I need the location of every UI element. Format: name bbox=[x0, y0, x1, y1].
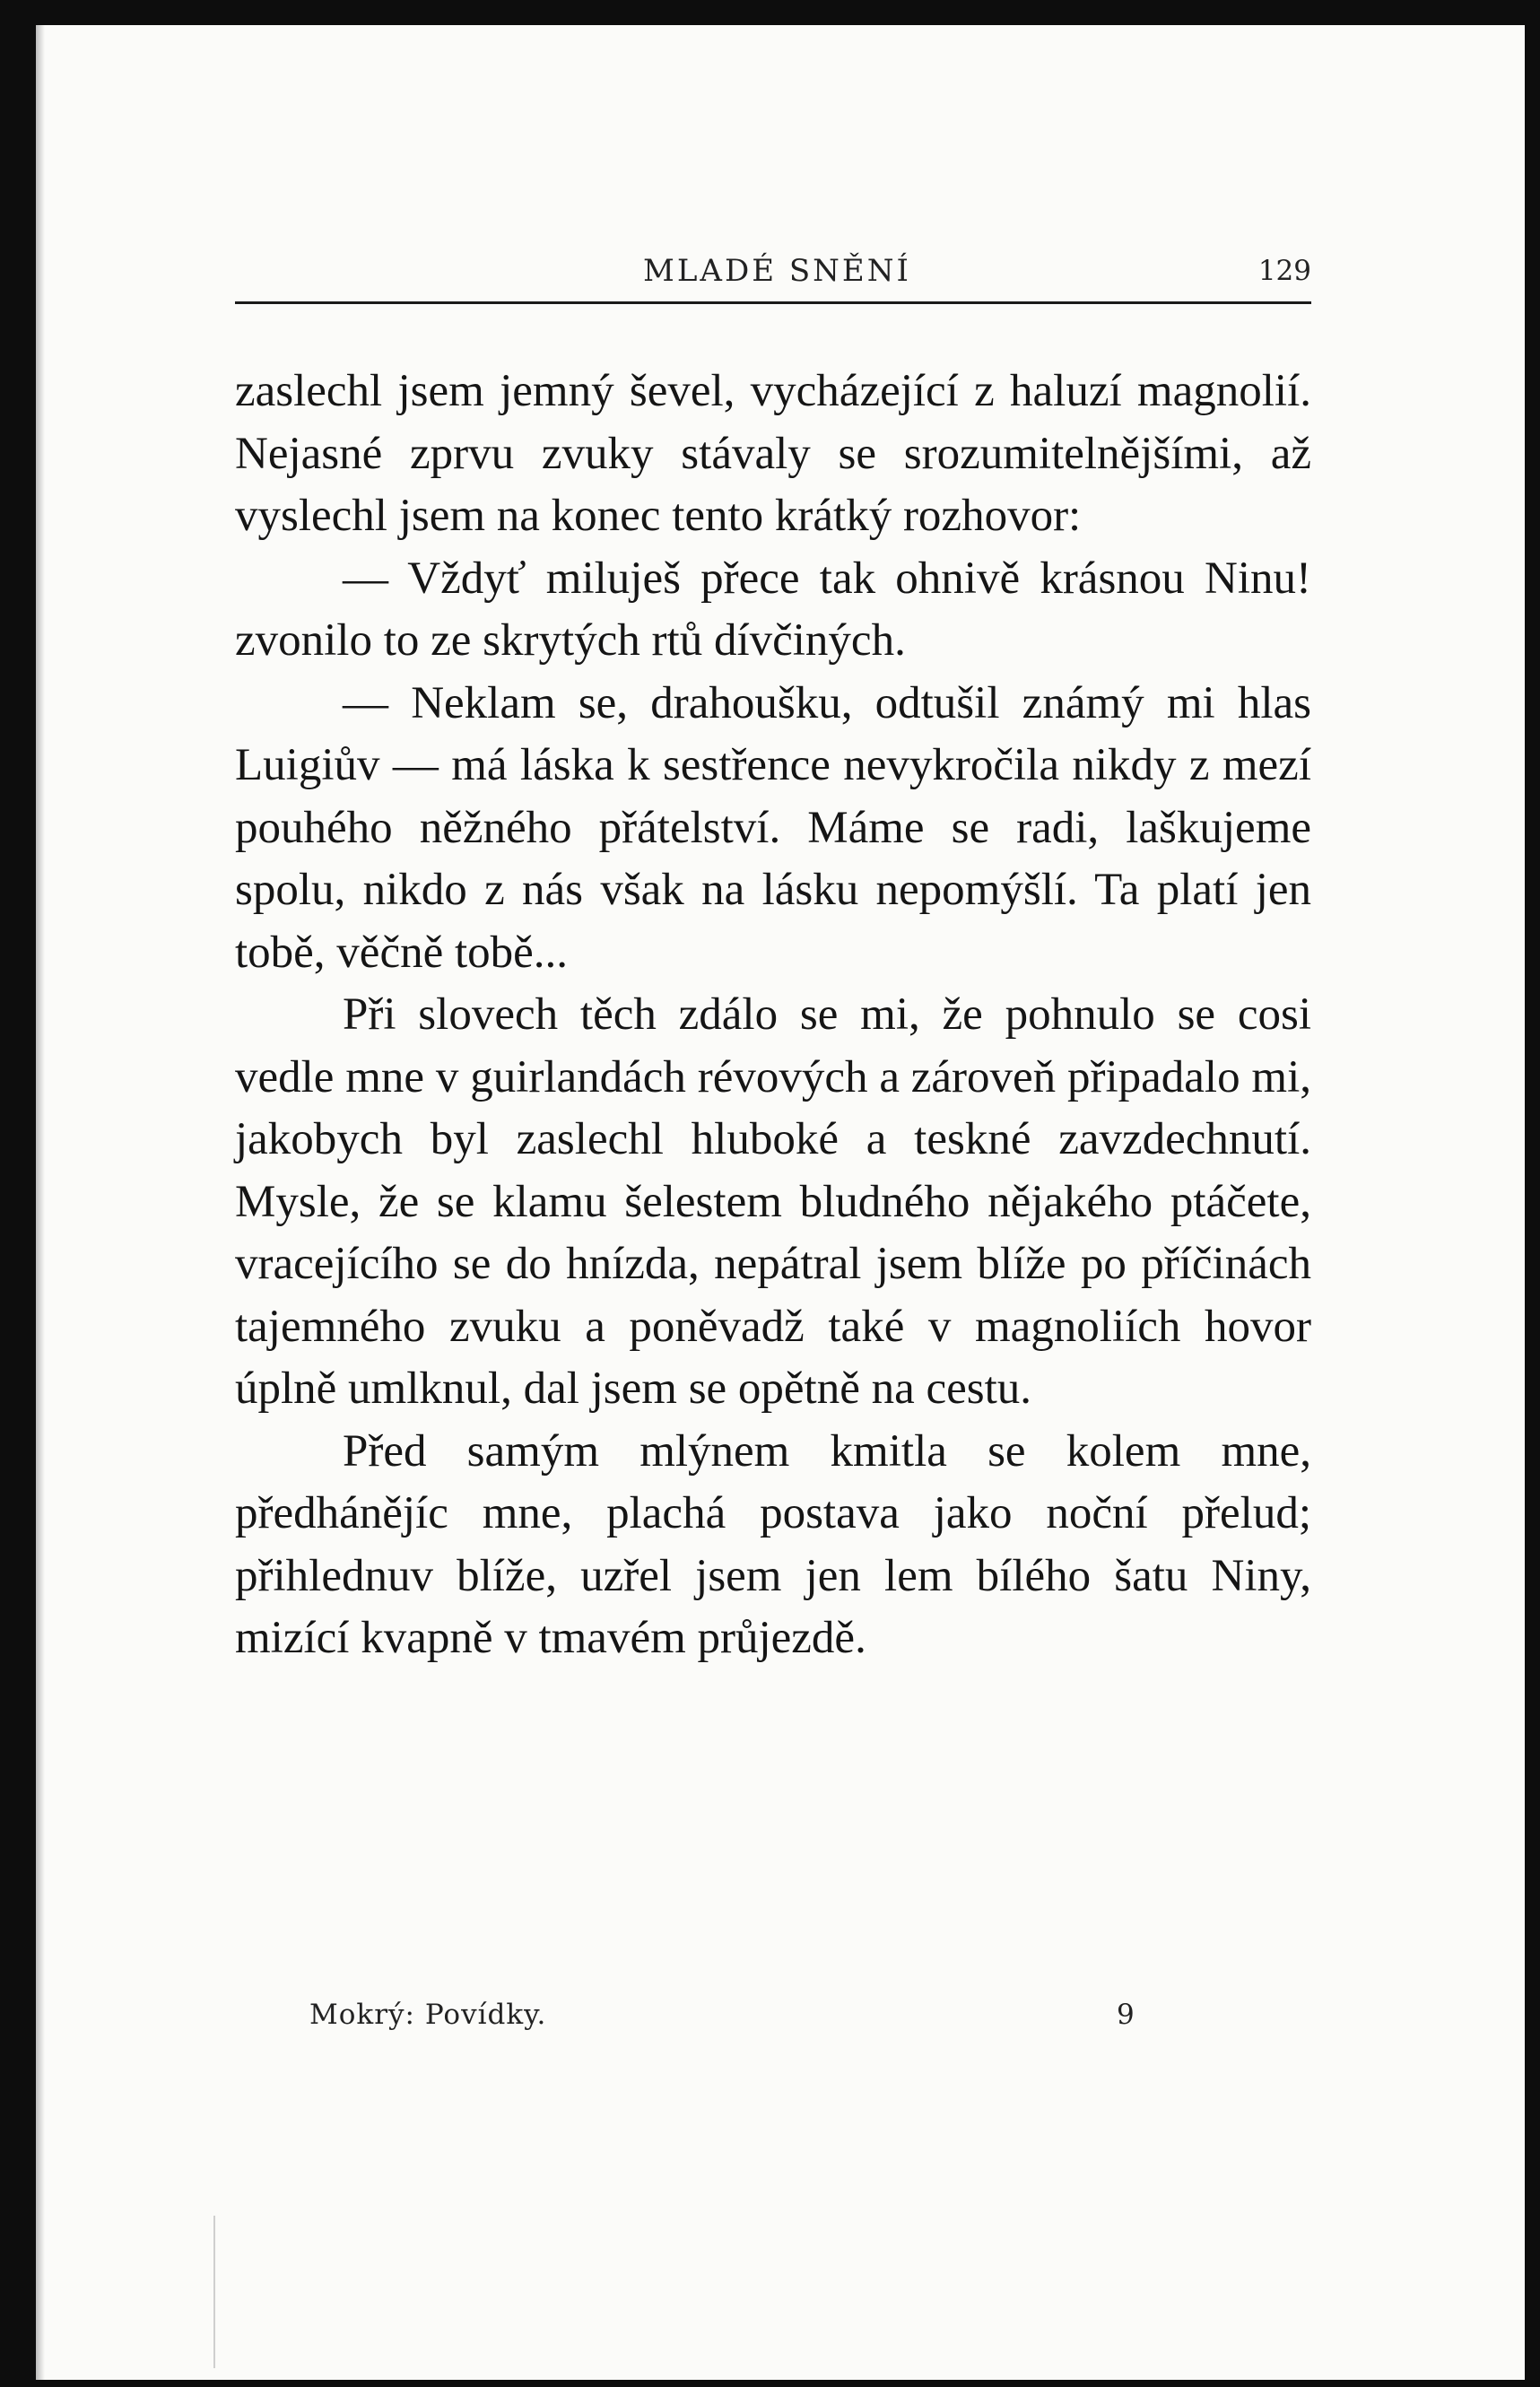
sheet-number: 9 bbox=[1117, 1999, 1135, 2031]
paragraph: zaslechl jsem jemný ševel, vycházející z haluzí magnolií. Nejasné zprvu zvuky stávaly se srozumitelnějšími, až vyslechl jsem na konec tento krátký rozhovor: bbox=[235, 366, 1311, 541]
page-footer bbox=[309, 1999, 1206, 2043]
paragraph: Při slovech těch zdálo se mi, že pohnulo se cosi vedle mne v guirlandách révových a zároveň připadalo mi, jakobych byl zaslechl hluboké a teskné zavzdechnutí. Mysle, že se klamu šelestem bludného nějakého ptáčete, vracejícího se do hnízda, nepátral jsem blíže po příčinách tajemného zvuku a poněvadž také v magnoliích hovor úplně umlknul, dal jsem se opětně na cestu. bbox=[235, 989, 1311, 1414]
page-number: 129 bbox=[1257, 255, 1311, 287]
page-gutter-shadow bbox=[36, 25, 45, 2380]
header-rule bbox=[235, 301, 1311, 304]
running-header bbox=[235, 238, 1311, 301]
paragraph: — Neklam se, drahoušku, odtušil známý mi hlas Luigiův — má láska k sestřence nevykročila nikdy z mezí pouhého něžného přátelství. Máme se radi, laškujeme spolu, nikdo z nás však na lásku nepomýšlí. Ta platí jen tobě, věčně tobě... bbox=[235, 677, 1311, 978]
running-title: MLADÉ SNĚNÍ bbox=[643, 253, 911, 289]
paragraph: — Vždyť miluješ přece tak ohnivě krásnou Ninu! zvonilo to ze skrytých rtů dívčiných. bbox=[235, 553, 1311, 666]
paragraph: Před samým mlýnem kmitla se kolem mne, předhánějíc mne, plachá postava jako noční přelud; přihlednuv blíže, uzřel jsem jen lem bílého šatu Niny, mizící kvapně v tmavém průjezdě. bbox=[235, 1425, 1311, 1663]
scan-margin-mark bbox=[213, 2216, 215, 2368]
printer-signature: Mokrý: Povídky. bbox=[309, 1999, 547, 2031]
body-text bbox=[235, 361, 1311, 1670]
